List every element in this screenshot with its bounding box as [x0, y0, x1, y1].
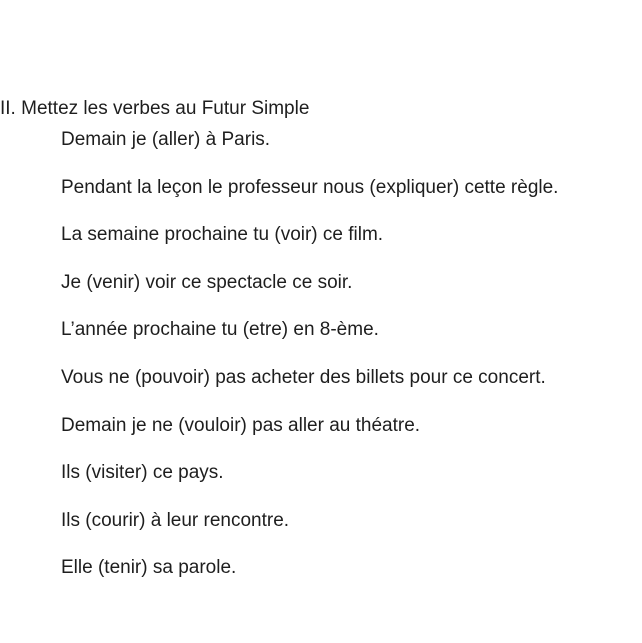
item-text: Pendant la leçon le professeur nous (expliquer) cette règle. — [61, 176, 559, 198]
item-text: L’année prochaine tu (etre) en 8-ème. — [61, 319, 379, 341]
item-text: Vous ne (pouvoir) pas acheter des billets pour ce concert. — [61, 366, 546, 388]
item-text: Demain je ne (vouloir) pas aller au théatre. — [61, 414, 421, 436]
item-text: Ils (courir) à leur rencontre. — [61, 509, 290, 531]
item-text: Je (venir) voir ce spectacle ce soir. — [61, 271, 353, 293]
item-text: Ils (visiter) ce pays. — [61, 462, 224, 484]
item-text: Demain je (aller) à Paris. — [61, 129, 271, 150]
item-text: La semaine prochaine tu (voir) ce film. — [61, 224, 384, 246]
exercise-heading: II. Mettez les verbes au Futur Simple — [0, 98, 310, 119]
item-text: Elle (tenir) sa parole. — [61, 557, 237, 579]
